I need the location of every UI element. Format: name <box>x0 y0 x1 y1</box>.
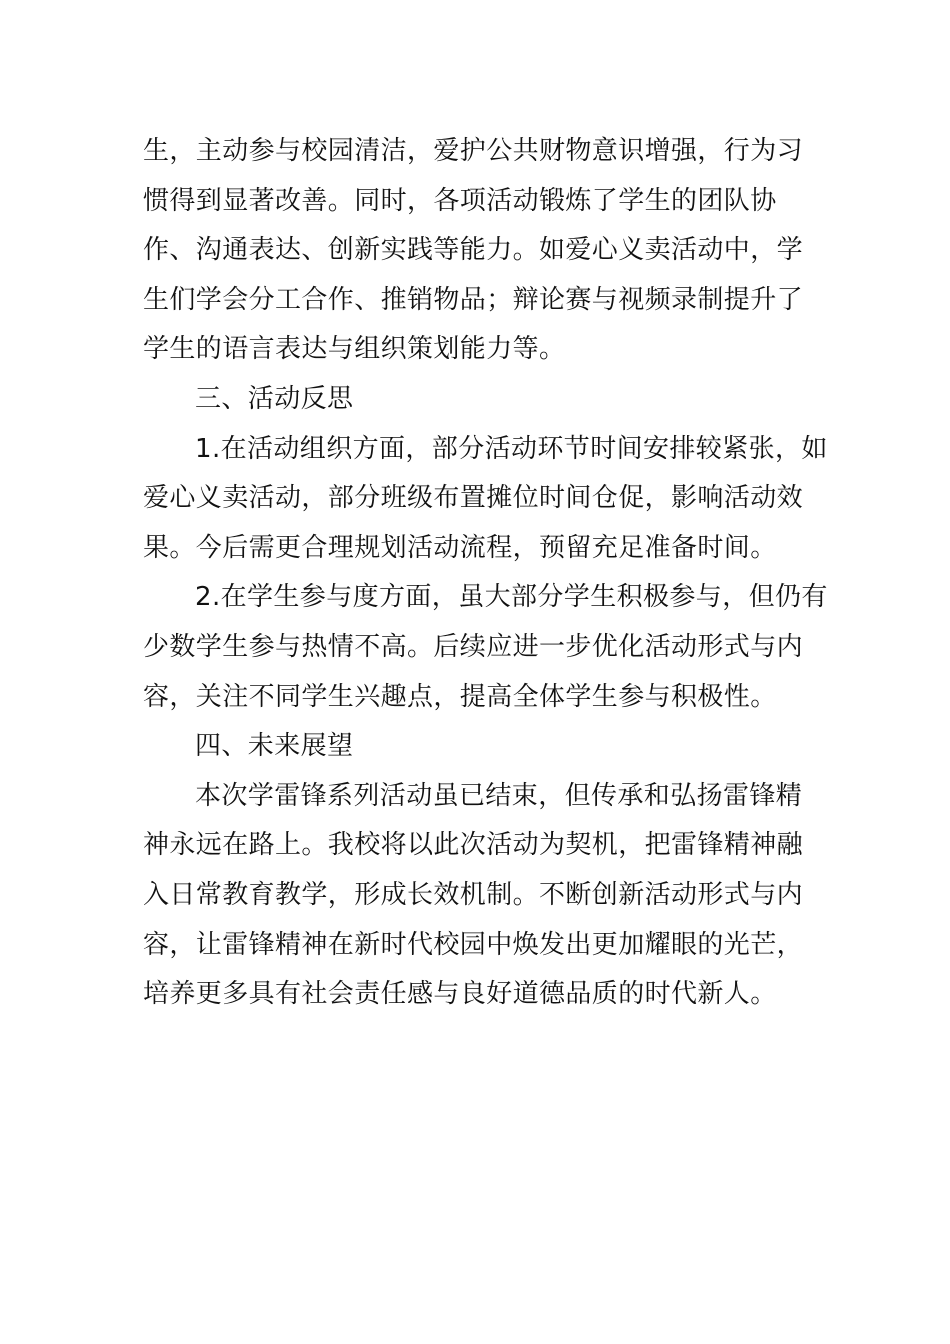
paragraph-outlook <box>143 772 808 1020</box>
text-line: 少数学生参与热情不高。后续应进一步优化活动形式与内 <box>143 631 804 662</box>
text-line: 容，关注不同学生兴趣点，提高全体学生参与积极性。 <box>143 681 777 712</box>
text-line: 惯得到显著改善。同时，各项活动锻炼了学生的团队协 <box>143 185 777 216</box>
paragraph-reflection-1 <box>143 425 828 574</box>
section-heading-outlook: 四、未来展望 <box>195 731 354 762</box>
text-line: 学生的语言表达与组织策划能力等。 <box>143 334 566 365</box>
paragraph-achievements <box>143 127 808 375</box>
text-line: 爱心义卖活动，部分班级布置摊位时间仓促，影响活动效 <box>143 483 804 514</box>
document-body <box>143 127 828 1020</box>
text-line: 入日常教育教学，形成长效机制。不断创新活动形式与内 <box>143 879 804 910</box>
paragraph-reflection-2 <box>143 573 828 722</box>
text-line: 果。今后需更合理规划活动流程，预留充足准备时间。 <box>143 532 777 563</box>
text-line: 培养更多具有社会责任感与良好道德品质的时代新人。 <box>143 979 777 1010</box>
text-line: 生，主动参与校园清洁，爱护公共财物意识增强，行为习 <box>143 136 804 166</box>
text-line: 神永远在路上。我校将以此次活动为契机，把雷锋精神融 <box>143 830 804 861</box>
text-line: 作、沟通表达、创新实践等能力。如爱心义卖活动中，学 <box>143 235 804 266</box>
text-line: 容，让雷锋精神在新时代校园中焕发出更加耀眼的光芒， <box>143 929 804 960</box>
text-line: 本次学雷锋系列活动虽已结束，但传承和弘扬雷锋精 <box>195 780 803 811</box>
text-line: 2.在学生参与度方面，虽大部分学生积极参与，但仍有 <box>195 582 828 613</box>
text-line: 1.在活动组织方面，部分活动环节时间安排较紧张，如 <box>195 433 828 464</box>
section-heading-reflection: 三、活动反思 <box>195 383 354 414</box>
text-line: 生们学会分工合作、推销物品；辩论赛与视频录制提升了 <box>143 284 804 315</box>
